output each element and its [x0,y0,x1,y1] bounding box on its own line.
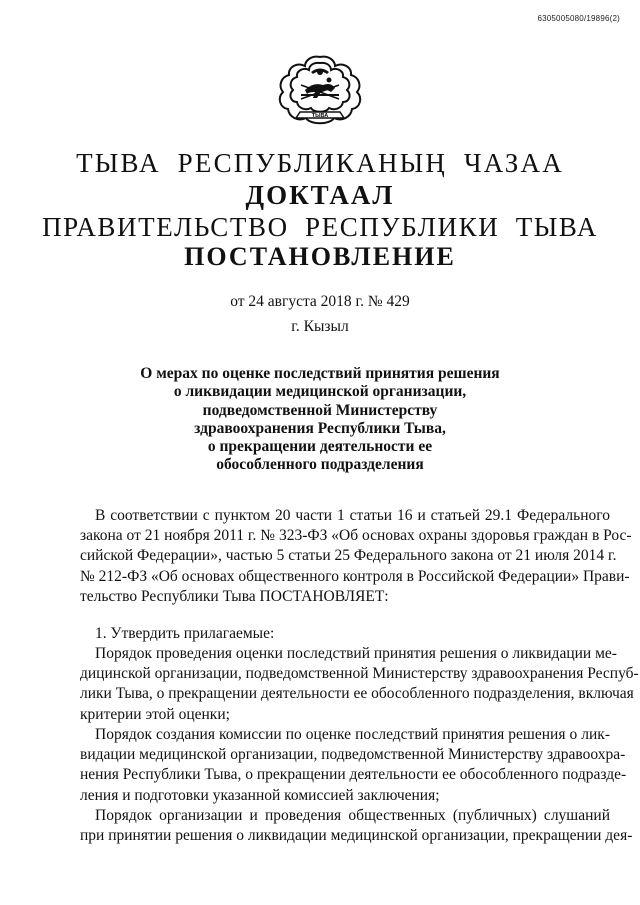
tuvan-document-type: ДОКТААЛ [245,180,395,210]
item-1-paragraph-3 [80,806,633,846]
body-line: тельство Республики Тыва ПОСТАНОВЛЯЕТ: [80,587,389,605]
body-line: лики Тыва, о прекращении деятельности ее обособленного подразделения, включая [80,685,634,703]
body-line: дицинской организации, подведомственной Министерству здравоохранения Респуб- [80,665,639,683]
emblem-ribbon-text: ТЫВА [311,113,329,119]
body-line: В соответствии с пунктом 20 части 1 статьи 16 и статьей 29.1 Федерального [95,507,610,524]
decree-city: г. Кызыл [291,318,349,335]
title-line: подведомственной Министерству [202,401,438,419]
registration-stamp: 6305005080/19896(2) [537,14,620,23]
russian-government-name: ПРАВИТЕЛЬСТВО РЕСПУБЛИКИ ТЫВА [42,212,598,242]
body-line: сийской Федерации», частью 5 статьи 25 Федерального закона от 21 июля 2014 г. [80,547,617,565]
title-line: о ликвидации медицинской организации, [173,383,467,401]
title-line: здравоохранения Республики Тыва, [194,419,446,437]
body-line: Порядок организации и проведения общественных (публичных) слушаний [95,807,610,824]
russian-document-type: ПОСТАНОВЛЕНИЕ [184,242,456,271]
title-line: обособленного подразделения [216,456,424,474]
body-line: видации медицинской организации, подведомственной Министерству здравоохра- [80,746,626,764]
item-1-paragraph-1 [80,644,639,725]
title-line: О мерах по оценке последствий принятия решения [140,365,500,382]
tuvan-government-name: ТЫВА РЕСПУБЛИКАНЫҢ ЧАЗАА [76,148,564,178]
decree-title [0,365,640,475]
body-line: Порядок создания комиссии по оценке последствий принятия решения о лик- [95,726,610,743]
body-line: 1. Утвердить прилагаемые: [95,625,275,642]
body-line: ления и подготовки указанной комиссией заключения; [80,786,440,804]
item-1-paragraph-2 [80,725,627,806]
decree-date-number: от 24 августа 2018 г. № 429 [230,293,410,310]
body-line: Порядок проведения оценки последствий принятия решения о ликвидации ме- [95,645,617,662]
preamble-paragraph [80,506,632,607]
title-line: о прекращении деятельности ее [207,438,433,456]
item-1-heading [80,624,610,644]
coat-of-arms-tyva-icon [273,52,367,130]
body-line: нения Республики Тыва, о прекращении деятельности ее обособленного подразде- [80,766,627,784]
body-line: при принятии решения о ликвидации медицинской организации, прекращении дея- [80,827,633,845]
body-line: закона от 21 ноября 2011 г. № 323-ФЗ «Об основах охраны здоровья граждан в Рос- [80,527,632,545]
body-line: критерии этой оценки; [80,705,230,723]
body-line: № 212-ФЗ «Об основах общественного контроля в Российской Федерации» Прави- [80,567,630,585]
